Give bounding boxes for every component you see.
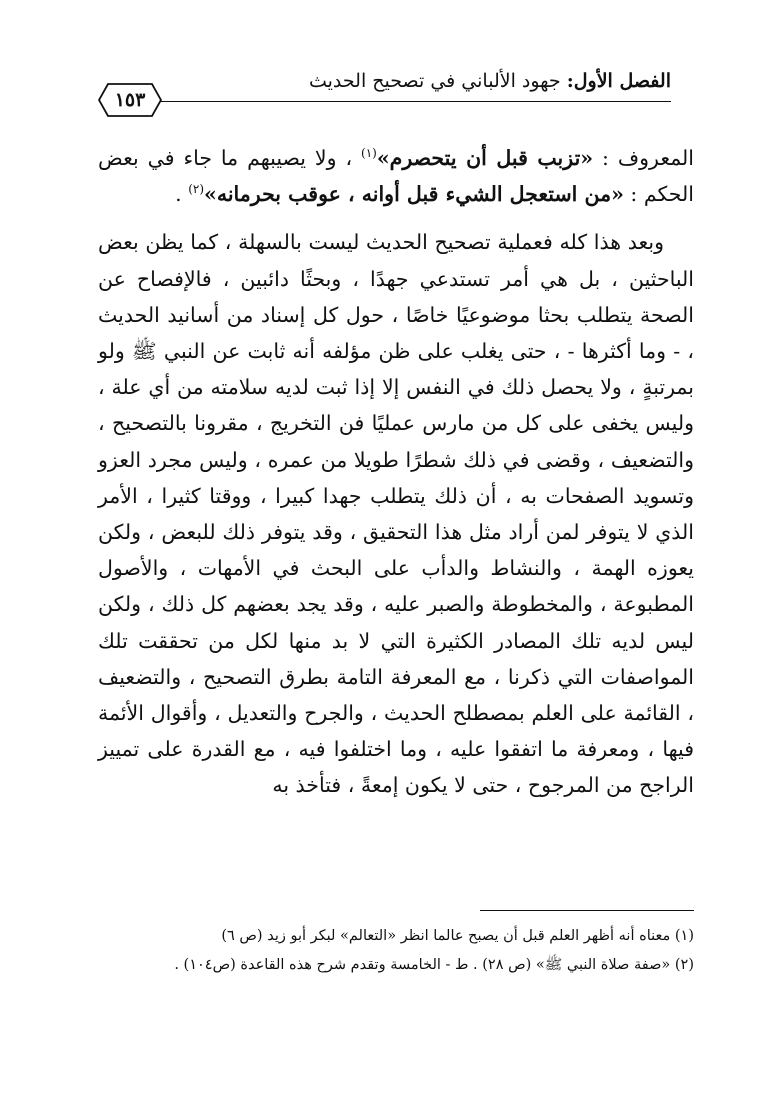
- proverb-quote-2: «من استعجل الشيء قبل أوانه ، عوقب بحرمانه»: [204, 182, 624, 207]
- text-segment: .: [175, 182, 189, 207]
- running-header: [160, 66, 671, 96]
- footnote-ref-2: (٢): [188, 182, 205, 197]
- main-text: [98, 140, 694, 804]
- footnote-ref-1: (١): [361, 146, 377, 161]
- footnotes: [98, 922, 694, 980]
- header-rule: [160, 101, 671, 102]
- paragraph-1: [98, 140, 694, 212]
- chapter-title: جهود الألباني في تصحيح الحديث: [308, 70, 561, 92]
- footnote-1: (١) معناه أنه أظهر العلم قبل أن يصبح عالما انظر «التعالم» لبكر أبو زيد (ص ٦): [221, 928, 694, 944]
- proverb-quote-1: «تزبب قبل أن يتحصرم»: [376, 146, 594, 170]
- page-number: ١٥٣: [114, 89, 146, 111]
- text-segment: ، ولا يصيبهم ما جاء في بعض الحكم :: [98, 146, 694, 207]
- footnote-2: (٢) «صفة صلاة النبي ﷺ» (ص ٢٨) . ط - الخامسة وتقدم شرح هذه القاعدة (ص١٠٤) .: [174, 957, 694, 973]
- page-number-frame: [98, 83, 162, 117]
- text-segment: المعروف :: [593, 146, 695, 170]
- footnote-separator: [480, 910, 694, 911]
- paragraph-2: وبعد هذا كله فعملية تصحيح الحديث ليست بالسهلة ، كما يظن بعض الباحثين ، بل هي أمر تستدعي جهدًا ، وبحثًا دائبين ، فالإفصاح عن الصحة يتطلب بحثا موضوعيًا خاصًا ، حول كل إسناد من أسانيد الحديث ، - وما أكثرها - ، حتى يغلب على ظن مؤلفه أنه ثابت عن النبي ﷺ ولو بمرتبةٍ ، ولا يحصل ذلك في النفس إلا إذا ثبت لديه سلامته من أي علة ، وليس يخفى على كل من مارس عمليًا فن التخريج ، مقرونا بالتصحيح ، والتضعيف ، وقضى في ذلك شطرًا طويلا من عمره ، وليس مجرد العزو وتسويد الصفحات به ، أن ذلك يتطلب جهدا كبيرا ، ووقتا كثيرا ، الأمر الذي لا يتوفر لمن أراد مثل هذا التحقيق ، وقد يتوفر ذلك للبعض ، ولكن يعوزه الهمة ، والنشاط والدأب على البحث في الأمهات ، والأصول المطبوعة ، والمخطوطة والصبر عليه ، وقد يجد بعضهم كل ذلك ، ولكن ليس لديه تلك المصادر الكثيرة التي لا بد منها لكل من تحققت تلك المواصفات التي ذكرنا ، مع المعرفة التامة بطرق التصحيح ، والتضعيف ، القائمة على العلم بمصطلح الحديث ، والجرح والتعديل ، وأقوال الأئمة فيها ، ومعرفة ما اتفقوا عليه ، وما اختلفوا فيه ، مع القدرة على تمييز الراجح من المرجوح ، حتى لا يكون إمعةً ، فتأخذ به: [98, 230, 694, 798]
- chapter-label: الفصل الأول:: [566, 70, 671, 92]
